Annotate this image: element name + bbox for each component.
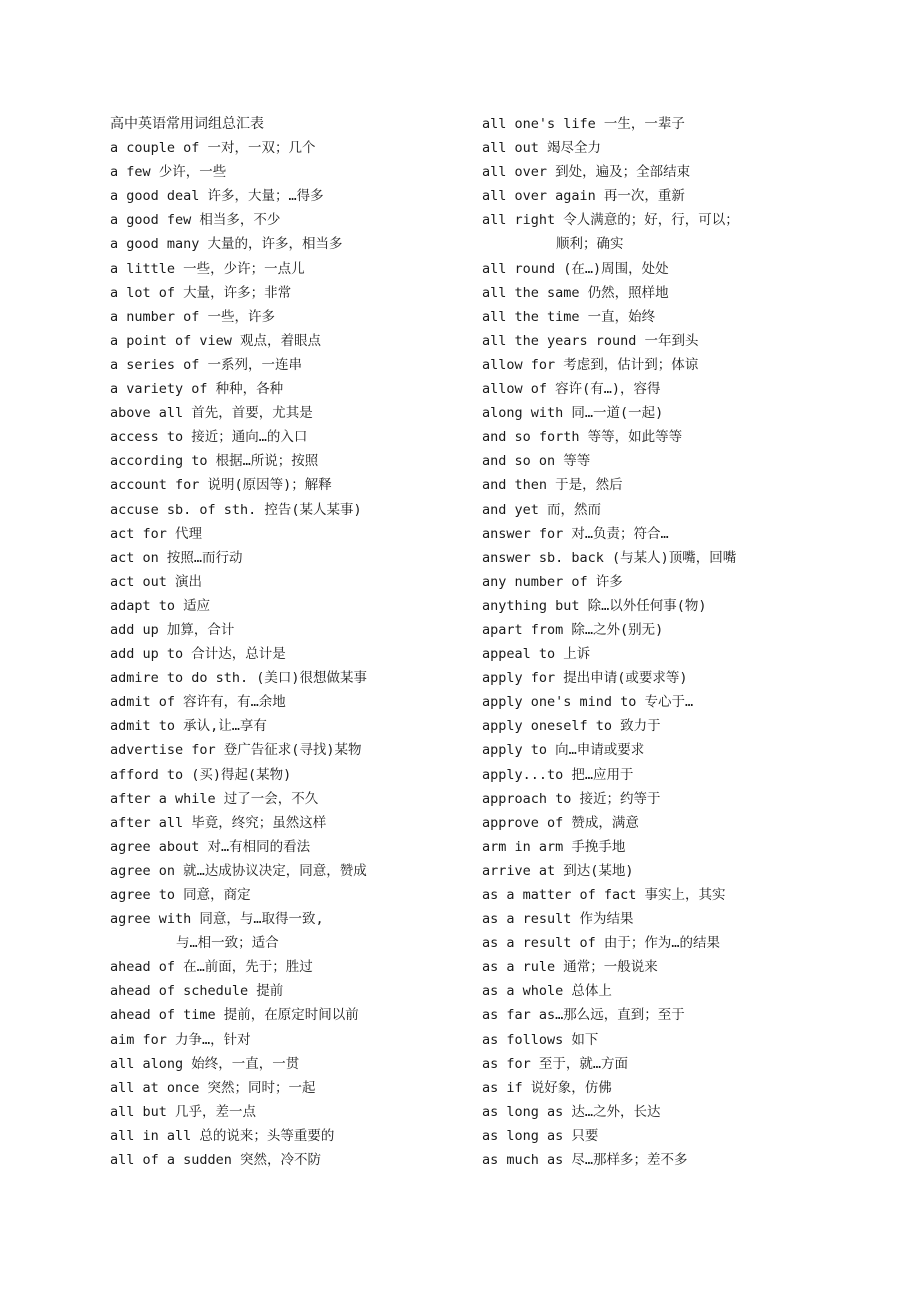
phrase-entry: as a matter of fact 事实上，其实 [482, 887, 726, 903]
phrase-entry: afford to (买)得起(某物) [110, 766, 292, 783]
phrase-entry: as much as 尽…那样多；差不多 [482, 1152, 688, 1169]
phrase-entry: approve of 赞成，满意 [482, 814, 639, 831]
phrase-entry: admire to do sth. (美口)很想做某事 [110, 670, 368, 687]
phrase-entry: and so on 等等 [482, 453, 591, 470]
phrase-entry: any number of 许多 [482, 573, 623, 590]
phrase-entry: ahead of 在…前面，先于；胜过 [110, 959, 313, 976]
phrase-entry: as a result 作为结果 [482, 911, 634, 928]
phrase-entry: apply oneself to 致力于 [482, 718, 661, 735]
phrase-entry: as a whole 总体上 [482, 983, 612, 1000]
phrase-entry: agree on 就…达成协议决定，同意，赞成 [110, 862, 367, 879]
phrase-entry: arm in arm 手挽手地 [482, 838, 626, 855]
phrase-entry: act for 代理 [110, 525, 203, 542]
phrase-entry: act out 演出 [110, 573, 203, 590]
phrase-entry-continuation: 与…相一致；适合 [176, 935, 279, 952]
phrase-entry: all at once 突然；同时；一起 [110, 1079, 316, 1096]
phrase-entry: as follows 如下 [482, 1031, 599, 1048]
right-column [482, 112, 852, 1172]
phrase-entry: a good many 大量的，许多，相当多 [110, 236, 343, 253]
phrase-entry: a little 一些，少许；一点儿 [110, 260, 305, 277]
phrase-entry: all but 几乎，差一点 [110, 1103, 257, 1120]
left-column [110, 112, 480, 1172]
phrase-entry: arrive at 到达(某地) [482, 862, 634, 879]
phrase-entry: and yet 而，然而 [482, 501, 602, 518]
phrase-entry: as a result of 由于；作为…的结果 [482, 935, 721, 952]
phrase-entry: agree about 对…有相同的看法 [110, 838, 311, 855]
phrase-entry: as a rule 通常；一般说来 [482, 959, 658, 976]
phrase-entry: apply to 向…申请或要求 [482, 742, 645, 759]
phrase-entry: anything but 除…以外任何事(物) [482, 597, 707, 614]
phrase-entry: ahead of time 提前，在原定时间以前 [110, 1007, 359, 1024]
phrase-entry: a point of view 观点，着眼点 [110, 332, 322, 349]
phrase-entry: all along 始终，一直，一贯 [110, 1055, 300, 1072]
phrase-entry: aim for 力争…，针对 [110, 1031, 251, 1048]
phrase-entry: after all 毕竟，终究；虽然这样 [110, 814, 327, 831]
phrase-entry: all the years round 一年到头 [482, 332, 699, 349]
phrase-entry: answer sb. back (与某人)顶嘴，回嘴 [482, 549, 737, 566]
phrase-entry: a few 少许，一些 [110, 164, 227, 181]
phrase-entry: all one's life 一生，一辈子 [482, 116, 685, 132]
phrase-entry: all round (在…)周围，处处 [482, 260, 669, 277]
phrase-entry: act on 按照…而行动 [110, 549, 243, 566]
phrase-entry: according to 根据…所说；按照 [110, 453, 319, 470]
phrase-entry: a couple of 一对，一双；几个 [110, 140, 316, 157]
phrase-entry: as if 说好象，仿佛 [482, 1079, 612, 1096]
phrase-entry: apply one's mind to 专心于… [482, 694, 694, 711]
phrase-entry: add up 加算，合计 [110, 621, 235, 638]
phrase-entry: allow for 考虑到，估计到；体谅 [482, 356, 699, 373]
phrase-entry: agree with 同意，与…取得一致, [110, 911, 324, 928]
phrase-entry: all the same 仍然，照样地 [482, 284, 669, 301]
phrase-entry: and then 于是，然后 [482, 477, 623, 494]
phrase-entry: add up to 合计达，总计是 [110, 646, 286, 663]
phrase-entry: along with 同…一道(一起) [482, 405, 664, 422]
phrase-entry: a variety of 种种，各种 [110, 381, 284, 398]
phrase-entry: agree to 同意，商定 [110, 887, 251, 903]
phrase-entry: approach to 接近；约等于 [482, 790, 661, 807]
phrase-entry: all the time 一直，始终 [482, 308, 656, 325]
phrase-entry: all over 到处，遍及；全部结束 [482, 164, 691, 181]
phrase-entry-continuation: 顺利；确实 [556, 236, 624, 253]
phrase-entry: access to 接近；通向…的入口 [110, 429, 308, 446]
phrase-entry: as long as 达…之外，长达 [482, 1103, 661, 1120]
phrase-entry: a good deal 许多，大量；…得多 [110, 188, 324, 205]
phrase-entry: accuse sb. of sth. 控告(某人某事) [110, 501, 362, 518]
phrase-entry: ahead of schedule 提前 [110, 983, 284, 1000]
phrase-entry: answer for 对…负责；符合… [482, 525, 669, 542]
phrase-entry: apart from 除…之外(别无) [482, 621, 664, 638]
phrase-entry: a good few 相当多，不少 [110, 212, 281, 229]
phrase-entry: all in all 总的说来；头等重要的 [110, 1127, 335, 1144]
phrase-entry: a number of 一些，许多 [110, 308, 276, 325]
phrase-entry: and so forth 等等，如此等等 [482, 429, 683, 446]
phrase-entry: admit to 承认,让…享有 [110, 718, 267, 735]
phrase-entry: all out 竭尽全力 [482, 140, 602, 157]
phrase-entry: as for 至于，就…方面 [482, 1055, 629, 1072]
phrase-entry: after a while 过了一会，不久 [110, 790, 319, 807]
phrase-entry: allow of 容许(有…)，容得 [482, 381, 661, 398]
phrase-entry: apply...to 把…应用于 [482, 766, 634, 783]
phrase-entry: all right 令人满意的；好，行，可以； [482, 212, 739, 229]
phrase-entry: all of a sudden 突然，冷不防 [110, 1152, 322, 1169]
phrase-entry: advertise for 登广告征求(寻找)某物 [110, 742, 362, 759]
phrase-entry: a series of 一系列，一连串 [110, 356, 303, 373]
phrase-entry: apply for 提出申请(或要求等) [482, 670, 688, 687]
phrase-entry: as far as…那么远，直到；至于 [482, 1007, 685, 1024]
phrase-entry: admit of 容许有，有…余地 [110, 694, 286, 711]
phrase-entry: a lot of 大量，许多；非常 [110, 284, 292, 301]
phrase-entry: account for 说明(原因等)；解释 [110, 477, 332, 494]
phrase-entry: adapt to 适应 [110, 597, 211, 614]
phrase-entry: all over again 再一次，重新 [482, 188, 685, 205]
phrase-entry: as long as 只要 [482, 1127, 599, 1144]
phrase-entry: appeal to 上诉 [482, 646, 591, 663]
phrase-entry: above all 首先，首要，尤其是 [110, 405, 313, 422]
document-title: 高中英语常用词组总汇表 [110, 116, 264, 132]
